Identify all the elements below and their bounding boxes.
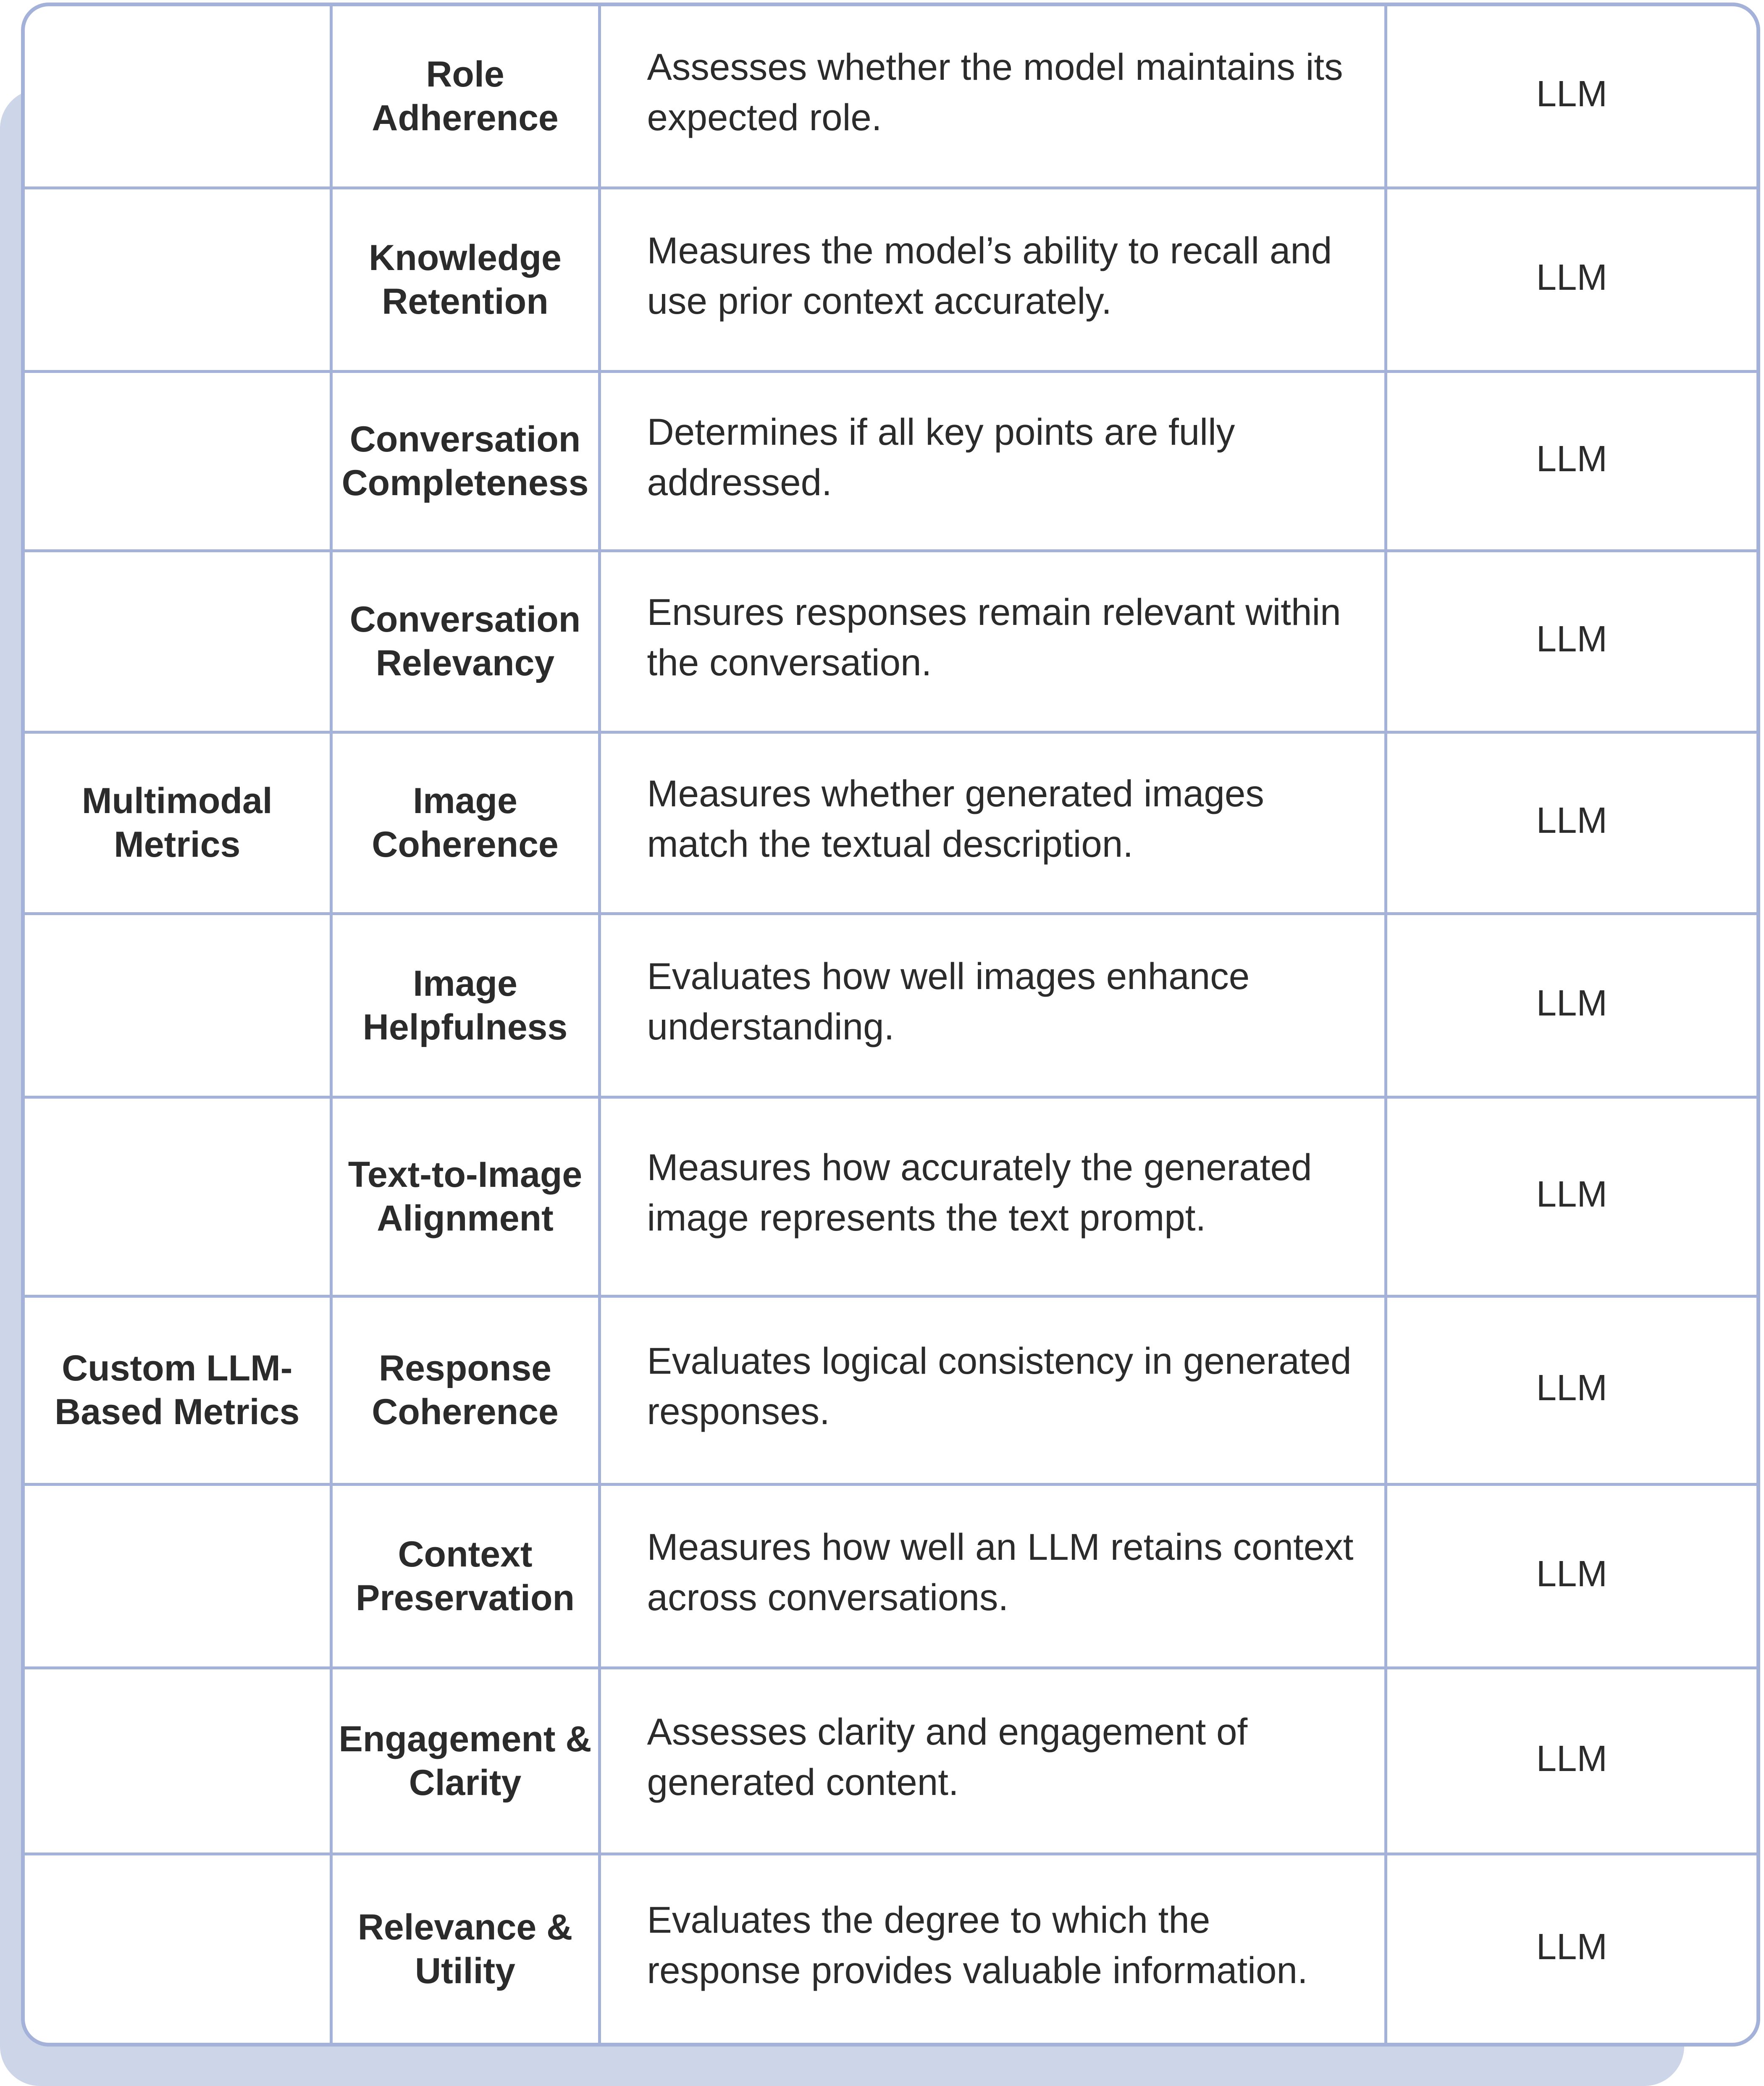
metric-name-cell: Conversation Relevancy (331, 551, 599, 732)
table-row (25, 913, 1756, 1097)
table-row (25, 1484, 1756, 1668)
description-cell: Assesses whether the model maintains its expected role. (599, 6, 1386, 188)
category-cell (25, 1854, 331, 2043)
evaluator-type-cell: LLM (1386, 371, 1756, 551)
evaluator-type-cell: LLM (1386, 913, 1756, 1097)
description-cell: Measures the model’s ability to recall and use prior context accurately. (599, 188, 1386, 371)
category-cell (25, 6, 331, 188)
evaluator-type-cell: LLM (1386, 6, 1756, 188)
description-cell: Measures how well an LLM retains context across conversations. (599, 1484, 1386, 1668)
category-cell (25, 913, 331, 1097)
metric-name-cell: Role Adherence (331, 6, 599, 188)
table-row (25, 1296, 1756, 1484)
table-row (25, 371, 1756, 551)
metric-name-cell: Image Helpfulness (331, 913, 599, 1097)
metric-name-cell: Text-to-Image Alignment (331, 1097, 599, 1296)
metrics-table-card (21, 3, 1760, 2047)
metric-name-cell: Context Preservation (331, 1484, 599, 1668)
table-row (25, 6, 1756, 188)
evaluator-type-cell: LLM (1386, 1484, 1756, 1668)
table-row (25, 732, 1756, 913)
category-cell (25, 188, 331, 371)
category-cell (25, 1484, 331, 1668)
description-cell: Ensures responses remain relevant within the conversation. (599, 551, 1386, 732)
metrics-table (25, 6, 1756, 2043)
metric-name-cell: Knowledge Retention (331, 188, 599, 371)
metric-name-cell: Relevance & Utility (331, 1854, 599, 2043)
category-cell (25, 1668, 331, 1854)
description-cell: Evaluates the degree to which the response provides valuable information. (599, 1854, 1386, 2043)
description-cell: Determines if all key points are fully addressed. (599, 371, 1386, 551)
evaluator-type-cell: LLM (1386, 1854, 1756, 2043)
category-cell (25, 1097, 331, 1296)
category-cell: Custom LLM-Based Metrics (25, 1296, 331, 1484)
category-cell (25, 551, 331, 732)
table-row (25, 1097, 1756, 1296)
evaluator-type-cell: LLM (1386, 732, 1756, 913)
table-row (25, 1854, 1756, 2043)
description-cell: Measures how accurately the generated image represents the text prompt. (599, 1097, 1386, 1296)
description-cell: Evaluates how well images enhance understanding. (599, 913, 1386, 1097)
description-cell: Evaluates logical consistency in generated responses. (599, 1296, 1386, 1484)
category-cell: Multimodal Metrics (25, 732, 331, 913)
table-row (25, 551, 1756, 732)
evaluator-type-cell: LLM (1386, 1097, 1756, 1296)
description-cell: Measures whether generated images match the textual description. (599, 732, 1386, 913)
table-row (25, 1668, 1756, 1854)
metric-name-cell: Response Coherence (331, 1296, 599, 1484)
metric-name-cell: Conversation Completeness (331, 371, 599, 551)
evaluator-type-cell: LLM (1386, 188, 1756, 371)
category-cell (25, 371, 331, 551)
metric-name-cell: Engagement & Clarity (331, 1668, 599, 1854)
description-cell: Assesses clarity and engagement of generated content. (599, 1668, 1386, 1854)
evaluator-type-cell: LLM (1386, 1296, 1756, 1484)
table-row (25, 188, 1756, 371)
metric-name-cell: Image Coherence (331, 732, 599, 913)
evaluator-type-cell: LLM (1386, 1668, 1756, 1854)
evaluator-type-cell: LLM (1386, 551, 1756, 732)
